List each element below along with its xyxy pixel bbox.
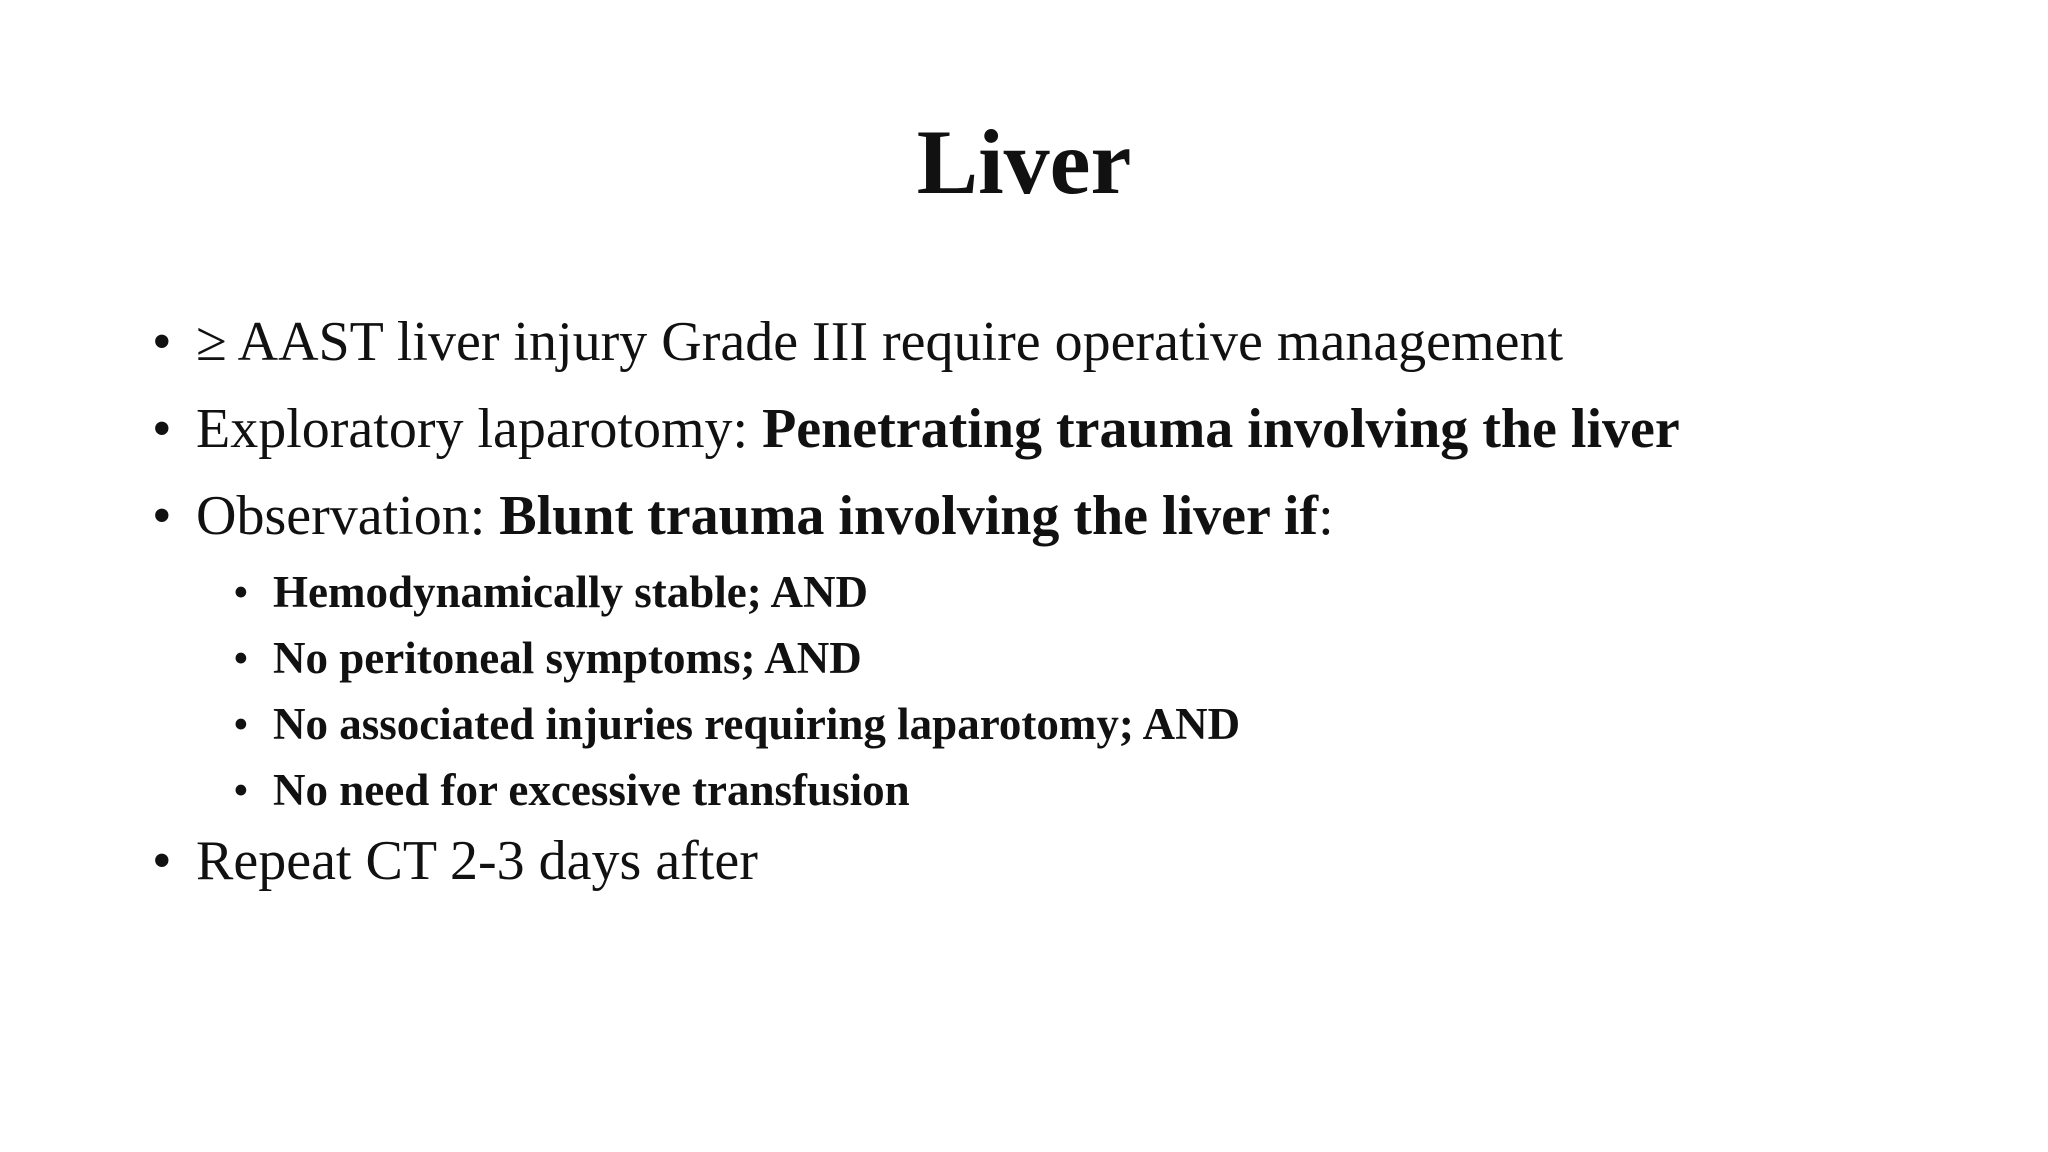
bullet-item-observation bbox=[152, 484, 1972, 548]
bullet-list bbox=[152, 310, 1972, 916]
slide-title: Liver bbox=[916, 111, 1132, 213]
bullet-text: Repeat CT 2-3 days after bbox=[196, 830, 758, 892]
sub-bullet-text: No peritoneal symptoms; AND bbox=[273, 633, 862, 683]
bullet-text: ≥ AAST liver injury Grade III require operative management bbox=[196, 311, 1563, 373]
bullet-item-repeat-ct bbox=[152, 829, 1972, 893]
bullet-icon: • bbox=[233, 567, 249, 617]
sub-bullet-text: Hemodynamically stable; AND bbox=[273, 567, 868, 617]
bullet-icon: • bbox=[152, 485, 172, 547]
sub-bullet-item bbox=[152, 697, 1972, 751]
bullet-prefix: Observation: bbox=[196, 485, 500, 547]
sub-bullet-item bbox=[152, 565, 1972, 619]
sub-bullet-text: No need for excessive transfusion bbox=[273, 765, 910, 815]
bullet-icon: • bbox=[233, 765, 249, 815]
bullet-bold-text: Blunt trauma involving the liver if bbox=[499, 485, 1319, 547]
bullet-icon: • bbox=[152, 311, 172, 373]
bullet-icon: • bbox=[233, 633, 249, 683]
bullet-icon: • bbox=[233, 699, 249, 749]
bullet-bold-text: Penetrating trauma involving the liver bbox=[762, 398, 1680, 460]
bullet-prefix: Exploratory laparotomy: bbox=[196, 398, 763, 460]
observation-criteria-list bbox=[152, 565, 1972, 817]
bullet-suffix: : bbox=[1318, 485, 1334, 547]
sub-bullet-item bbox=[152, 631, 1972, 685]
bullet-item-exploratory-laparotomy bbox=[152, 397, 1972, 461]
bullet-item-operative-management bbox=[152, 310, 1972, 374]
bullet-icon: • bbox=[152, 398, 172, 460]
sub-bullet-text: No associated injuries requiring laparotomy; AND bbox=[273, 699, 1241, 749]
sub-bullet-item bbox=[152, 763, 1972, 817]
bullet-icon: • bbox=[152, 830, 172, 892]
